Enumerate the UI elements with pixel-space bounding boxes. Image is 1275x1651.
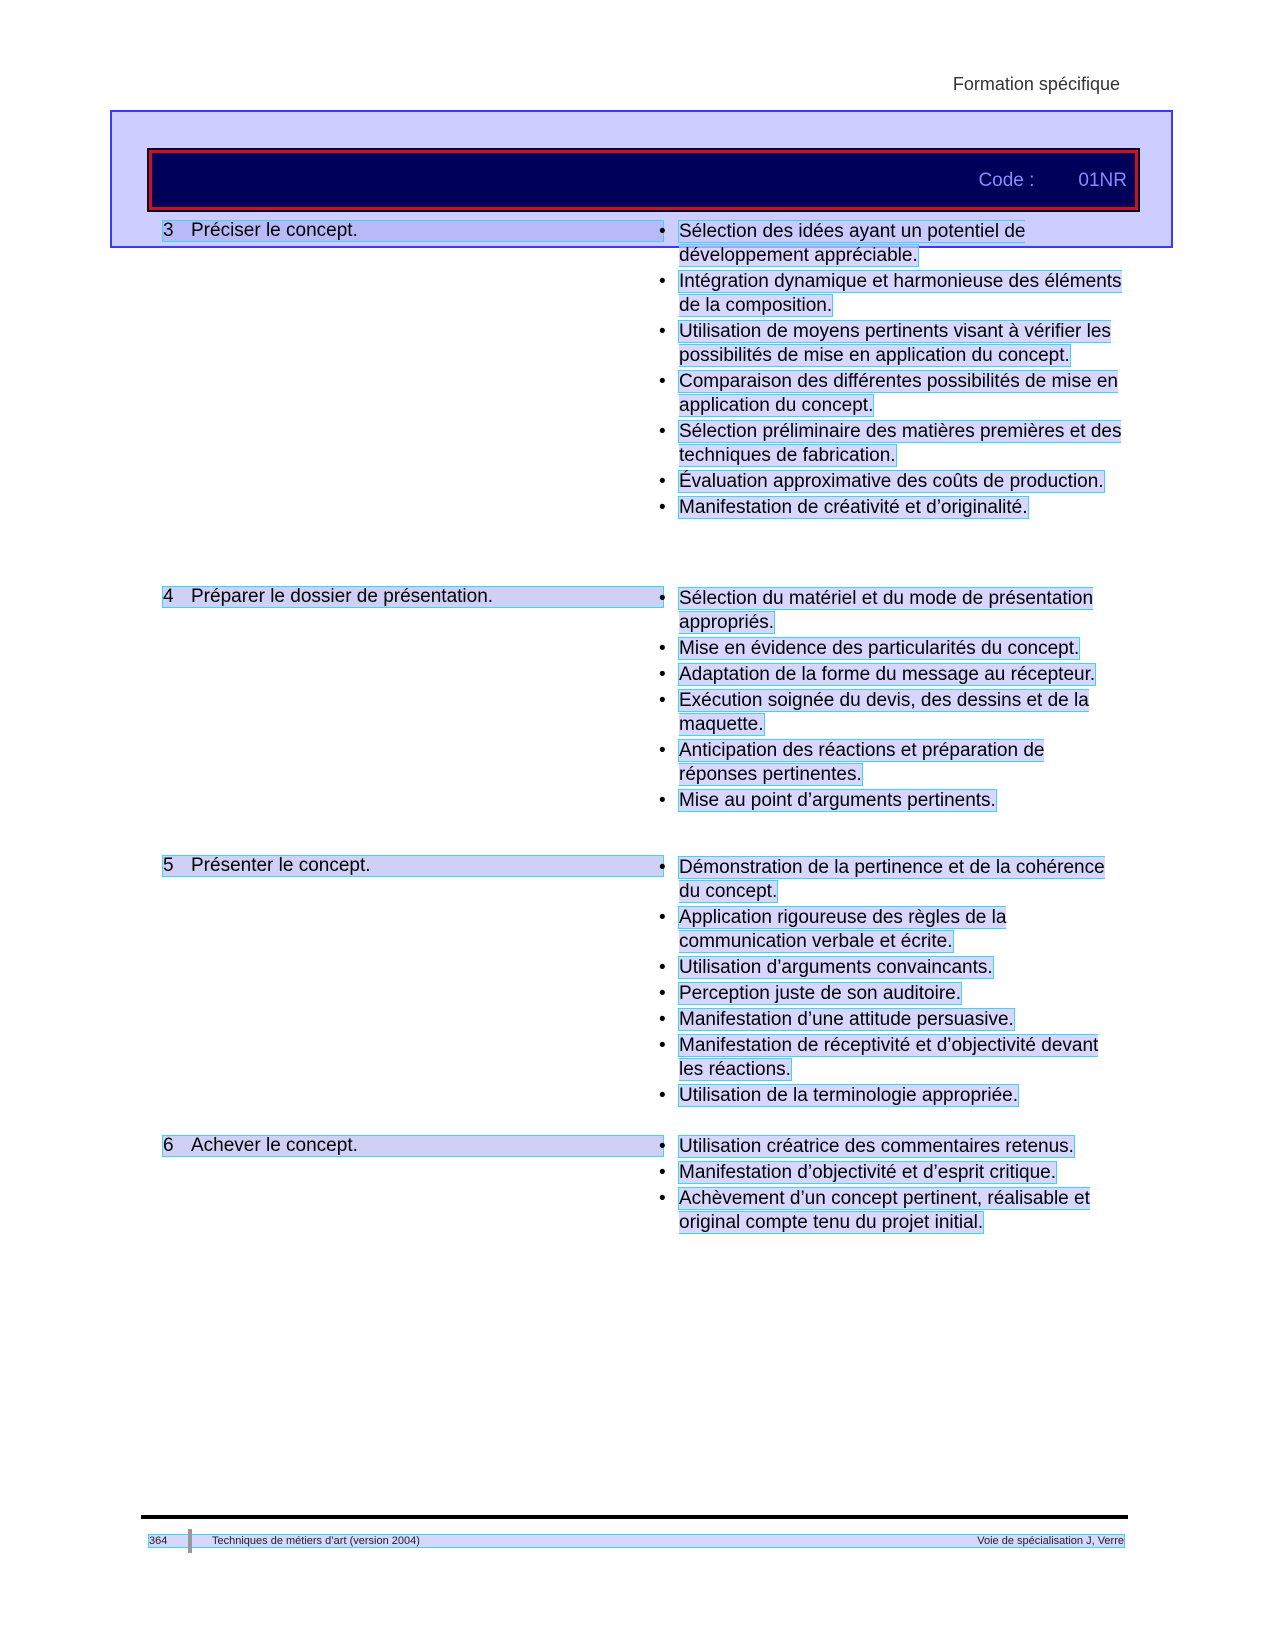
page-number: 364 (149, 1535, 168, 1547)
step-5-criteria (659, 856, 1124, 1110)
criterion-item: • Utilisation de la terminologie appropriée. (659, 1084, 1124, 1108)
step-title: Préciser le concept. (191, 220, 358, 241)
page-footer (149, 1535, 1124, 1547)
step-number: 4 (163, 586, 174, 607)
footer-rule (141, 1515, 1128, 1519)
step-title: Présenter le concept. (191, 855, 371, 876)
program-title: Techniques de métiers d’art (version 2004) (212, 1535, 420, 1547)
specialization-label: Voie de spécialisation J, Verre (977, 1535, 1124, 1547)
step-3-criteria (659, 220, 1124, 522)
step-number: 5 (163, 855, 174, 876)
criterion-item: • Mise au point d’arguments pertinents. (659, 789, 1124, 813)
criterion-item: • Manifestation de réceptivité et d’objectivité devant les réactions. (659, 1034, 1124, 1082)
criterion-item: • Intégration dynamique et harmonieuse des éléments de la composition. (659, 270, 1124, 318)
section-header: Formation spécifique (952, 74, 1120, 94)
code-label: Code : (978, 170, 1035, 191)
criterion-item: • Application rigoureuse des règles de la communication verbale et écrite. (659, 906, 1124, 954)
criterion-item: • Exécution soignée du devis, des dessins et de la maquette. (659, 689, 1124, 737)
criterion-item: • Anticipation des réactions et préparation de réponses pertinentes. (659, 739, 1124, 787)
code-label-group (978, 170, 1127, 192)
criterion-item: • Mise en évidence des particularités du concept. (659, 637, 1124, 661)
criterion-item: • Manifestation d’une attitude persuasive. (659, 1008, 1124, 1032)
criterion-item: • Sélection des idées ayant un potentiel de développement appréciable. (659, 220, 1124, 268)
criterion-item: • Évaluation approximative des coûts de production. (659, 470, 1124, 494)
code-value: 01NR (1078, 170, 1127, 191)
step-6-criteria (659, 1135, 1124, 1237)
criterion-item: • Perception juste de son auditoire. (659, 982, 1124, 1006)
criterion-item: • Utilisation créatrice des commentaires retenus. (659, 1135, 1124, 1159)
step-title: Préparer le dossier de présentation. (191, 586, 494, 607)
step-number: 3 (163, 220, 174, 241)
step-3-title (163, 221, 663, 241)
criterion-item: • Utilisation de moyens pertinents visant à vérifier les possibilités de mise en application du concept. (659, 320, 1124, 368)
footer-separator (188, 1529, 192, 1553)
criterion-item: • Démonstration de la pertinence et de la cohérence du concept. (659, 856, 1124, 904)
step-number: 6 (163, 1135, 174, 1156)
criterion-item: • Comparaison des différentes possibilités de mise en application du concept. (659, 370, 1124, 418)
criterion-item: • Sélection préliminaire des matières premières et des techniques de fabrication. (659, 420, 1124, 468)
step-6-title (163, 1136, 663, 1156)
code-bar (149, 150, 1138, 210)
step-4-criteria (659, 587, 1124, 815)
criterion-item: • Sélection du matériel et du mode de présentation appropriés. (659, 587, 1124, 635)
step-title: Achever le concept. (191, 1135, 358, 1156)
criterion-item: • Adaptation de la forme du message au récepteur. (659, 663, 1124, 687)
step-4-title (163, 587, 663, 607)
criterion-item: • Achèvement d’un concept pertinent, réalisable et original compte tenu du projet initial. (659, 1187, 1124, 1235)
step-5-title (163, 856, 663, 876)
criterion-item: • Manifestation de créativité et d’originalité. (659, 496, 1124, 520)
criterion-item: • Manifestation d’objectivité et d’esprit critique. (659, 1161, 1124, 1185)
criterion-item: • Utilisation d’arguments convaincants. (659, 956, 1124, 980)
